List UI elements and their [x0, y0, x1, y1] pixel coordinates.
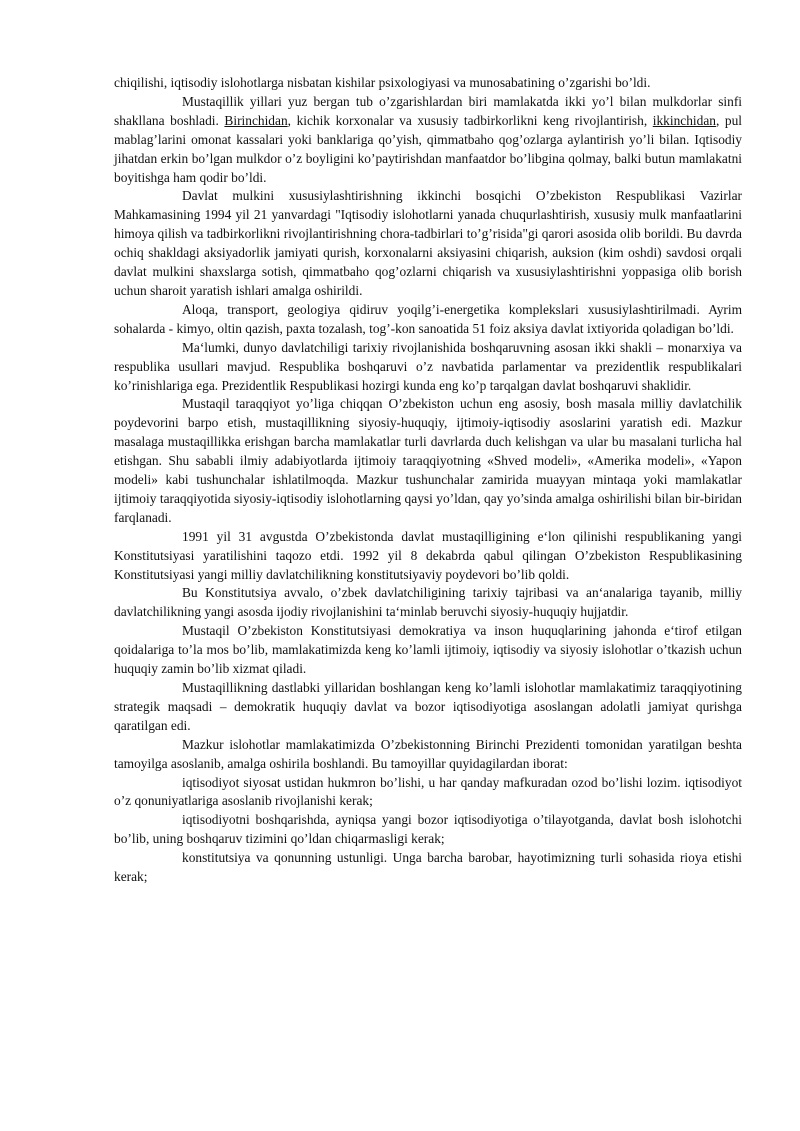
paragraph-mid-text: , kichik korxonalar va xususiy tadbirkorlikni keng rivojlantirish,	[287, 112, 653, 128]
paragraph-property-owners	[114, 93, 742, 188]
paragraph-constitution-basis: Bu Konstitutsiya avvalo, o’zbek davlatchiligining tarixiy tajribasi va an‘analariga tayanib, milliy davlatchilikning yangi asosda ijodiy rivojlanishini ta‘minlab beruvchi siyosiy-huquqiy hujjatdir.	[114, 585, 742, 620]
document-page	[114, 74, 742, 887]
principle-item-state-reformer: iqtisodiyotni boshqarishda, ayniqsa yangi bozor iqtisodiyotiga o’tilayotganda, davlat bosh islohotchi bo’lib, uning boshqaruv tizimini qo’ldan chiqarmasligi kerak;	[114, 812, 742, 847]
underlined-word-ikkinchidan: ikkinchidan	[652, 112, 716, 128]
paragraph-reforms-goal: Mustaqillikning dastlabki yillaridan boshlangan keng ko’lamli islohotlar mamlakatimiz taraqqiyotining strategik maqsadi – demokratik huquqiy davlat va bozor iqtisodiyotiga asoslangan adolatli jamiyat qurishga qaratilgan edi.	[114, 680, 742, 733]
paragraph-intro-continuation: chiqilishi, iqtisodiy islohotlarga nisbatan kishilar psixologiyasi va munosabatining o’zgarishi bo’ldi.	[114, 75, 651, 90]
paragraph-privatization-stage: Davlat mulkini xususiylashtirishning ikkinchi bosqichi O’zbekiston Respublikasi Vazirlar Mahkamasining 1994 yil 21 yanvardagi "Iqtisodiy islohotlarni yanada chuqurlashtirish, xususiy mulk manfaatlarini himoya qilish va tadbirkorlikni rivojlantirishning chora-tadbirlari to’g’risida"gi qarori asosida olib borildi. Bu davrda ochiq shakldagi aksiyadorlik jamiyati qurish, korxonalarni aksiyasini chiqarish, auksion (kim oshdi) savdosi orqali davlat mulkini shaxslarga sotish, qimmatbaho qog’ozlarni chiqarish va xususiylashtirishni yoppasiga olib borish uchun sharoit yaratish ishlari amalga oshirildi.	[114, 188, 742, 298]
paragraph-excluded-sectors: Aloqa, transport, geologiya qidiruv yoqilg’i-energetika komplekslari xususiylashtirilmadi. Ayrim sohalarda - kimyo, oltin qazish, paxta tozalash, tog’-kon sanoatida 51 foiz aksiya davlat ixtiyorida qoladigan bo’ldi.	[114, 301, 742, 336]
principle-item-economy: iqtisodiyot siyosat ustidan hukmron bo’lishi, u har qanday mafkuradan ozod bo’lishi lozim. iqtisodiyot o’z qonuniyatlariga asoslanib rivojlanishi kerak;	[114, 774, 742, 809]
principle-item-rule-of-law: konstitutsiya va qonunning ustunligi. Unga barcha barobar, hayotimizning turli sohasida rioya etishi kerak;	[114, 850, 742, 885]
paragraph-constitution-democracy: Mustaqil O’zbekiston Konstitutsiyasi demokratiya va inson huquqlarining jahonda e‘tirof etilgan qoidalariga to’la mos bo’lib, mamlakatimizda keng ko’lamli ijtimoiy, iqtisodiy va siyosiy islohotlar o’tkazish uchun huquqiy zamin bo’lib xizmat qiladi.	[114, 623, 742, 677]
paragraph-lead-text: Mustaqillik yillari yuz bergan tub o’zgarishlardan biri mamlakatda ikki yo’l bilan mulkdorlar sinfi shakllana boshladi.	[114, 93, 742, 128]
underlined-word-birinchidan: Birinchidan	[224, 112, 288, 128]
paragraph-independence-constitution: 1991 yil 31 avgustda O’zbekistonda davlat mustaqilligining e‘lon qilinishi respublikaning yangi Konstitutsiyasi yaratilishini taqozo etdi. 1992 yil 8 dekabrda qabul qilingan O’zbekiston Respublikasining Konstitutsiyasi yangi milliy davlatchilikning konstitutsiyaviy poydevori bo’lib qoldi.	[114, 528, 742, 582]
paragraph-statehood-foundation: Mustaqil taraqqiyot yo’liga chiqqan O’zbekiston uchun eng asosiy, bosh masala milliy davlatchilik poydevorini barpo etish, mustaqillikning siyosiy-huquqiy, ijtimoiy-iqtisodiy asoslarini yaratish edi. Mazkur masalaga mustaqillikka erishgan barcha mamlakatlar turli davrlarda duch kelishgan va ular bu masalani turlicha hal etishgan. Shu sababli ilmiy adabiyotlarda ijtimoiy taraqqiyotning «Shved modeli», «Amerika modeli», «Yapon modeli» kabi tushunchalar ishlatilmoqda. Mazkur tushunchalar zamirida muayyan mintaqa yoki mamlakatlar ijtimoiy taraqqiyotida siyosiy-iqtisodiy islohotlarning qaysi yo’ldan, qay yo’sinda amalga oshirilishi bilan bir-biridan farqlanadi.	[114, 396, 742, 525]
paragraph-tail-text: , pul mablag’larini omonat kassalari yoki banklariga qo’yish, qimmatbaho qog’ozlarga aylantirish yo’li bilan. Iqtisodiy jihatdan erkin bo’lgan mulkdor o’z boyligini ko’paytirishdan manfaatdor bo’libgina qolmay, balki butun mamlakatni boyitishga ham qodir bo’ldi.	[114, 112, 742, 185]
paragraph-forms-of-government: Ma‘lumki, dunyo davlatchiligi tarixiy rivojlanishida boshqaruvning asosan ikki shakli – monarxiya va respublika usullari mavjud. Respublika boshqaruvi o’z navbatida parlamentar va prezidentlik respublikalari ko’rinishlariga ega. Prezidentlik Respublikasi hozirgi kunda eng ko’p tarqalgan davlat boshqaruvi shaklidir.	[114, 339, 742, 393]
paragraph-five-principles: Mazkur islohotlar mamlakatimizda O’zbekistonning Birinchi Prezidenti tomonidan yaratilgan beshta tamoyilga asoslanib, amalga oshirila boshlandi. Bu tamoyillar quyidagilardan iborat:	[114, 736, 742, 771]
